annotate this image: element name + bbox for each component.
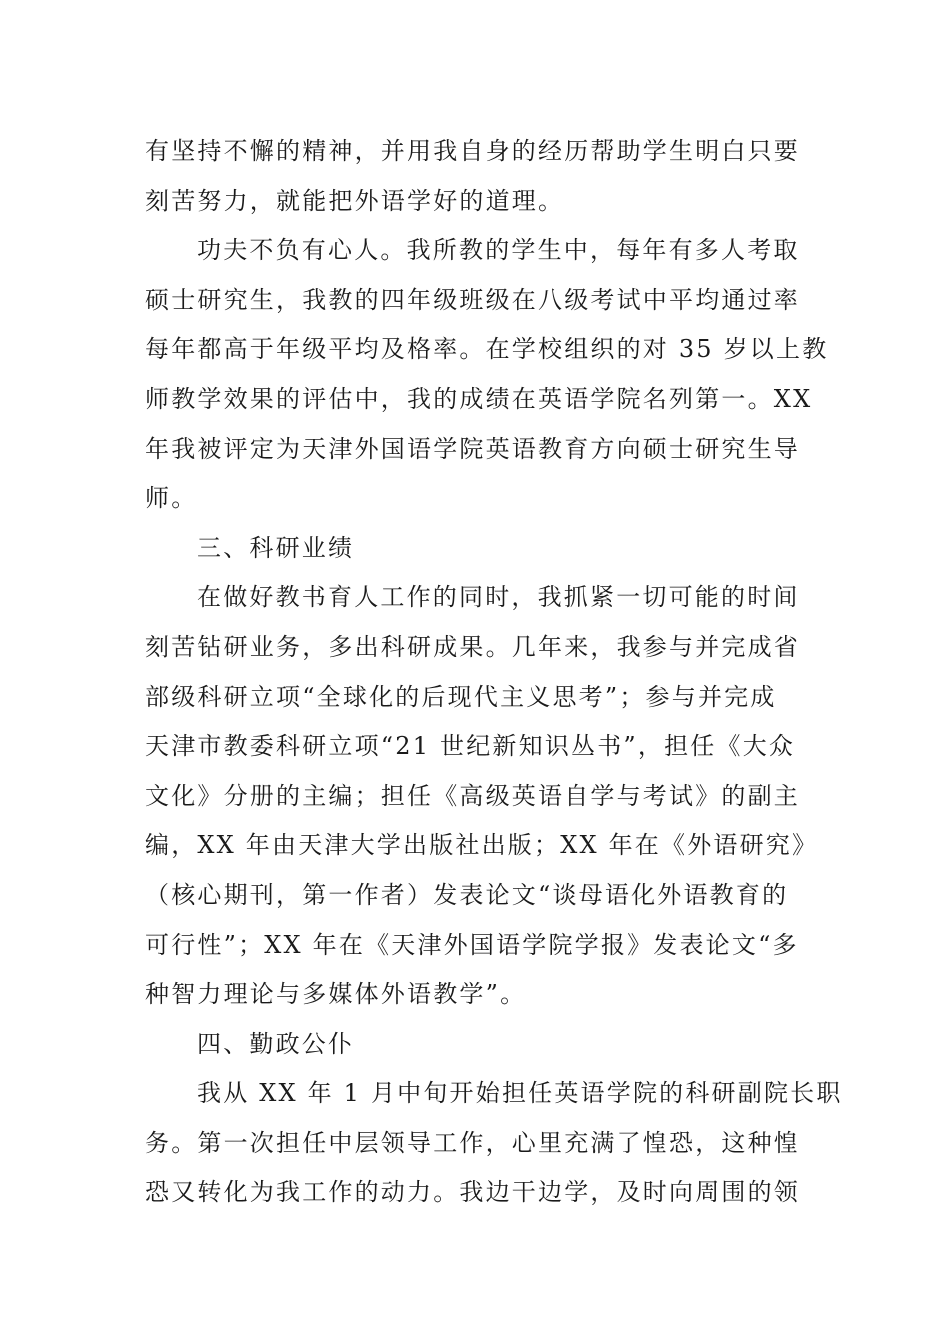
text-line: 刻苦钻研业务，多出科研成果。几年来，我参与并完成省 [145,632,800,661]
text-line: 文化》分册的主编；担任《高级英语自学与考试》的副主 [145,781,800,810]
text-line: 务。第一次担任中层领导工作，心里充满了惶恐，这种惶 [145,1128,800,1157]
text-line: 每年都高于年级平均及格率。在学校组织的对 35 岁以上教 [145,335,829,364]
document-page [145,127,843,1218]
text-line: 部级科研立项“全球化的后现代主义思考”；参与并完成 [145,682,777,711]
text-line: 编，XX 年由天津大学出版社出版；XX 年在《外语研究》 [145,831,819,860]
text-line: 恐又转化为我工作的动力。我边干边学，及时向周围的领 [145,1178,800,1207]
text-line: 功夫不负有心人。我所教的学生中，每年有多人考取 [197,236,800,265]
text-line: （核心期刊，第一作者）发表论文“谈母语化外语教育的 [145,880,789,909]
text-line: 四、勤政公仆 [197,1029,355,1058]
text-line: 我从 XX 年 1 月中旬开始担任英语学院的科研副院长职 [197,1079,843,1108]
text-line: 硕士研究生，我教的四年级班级在八级考试中平均通过率 [145,285,800,314]
text-line: 师。 [145,484,198,513]
text-line: 三、科研业绩 [197,533,355,562]
text-line: 在做好教书育人工作的同时，我抓紧一切可能的时间 [197,583,800,612]
text-line: 年我被评定为天津外国语学院英语教育方向硕士研究生导 [145,434,800,463]
text-line: 刻苦努力，就能把外语学好的道理。 [145,186,565,215]
text-line: 有坚持不懈的精神，并用我自身的经历帮助学生明白只要 [145,137,800,165]
text-line: 种智力理论与多媒体外语教学”。 [145,980,527,1009]
text-line: 可行性”；XX 年在《天津外国语学院学报》发表论文“多 [145,930,799,959]
text-line: 天津市教委科研立项“21 世纪新知识丛书”，担任《大众 [145,732,796,761]
text-line: 师教学效果的评估中，我的成绩在英语学院名列第一。XX [145,384,813,413]
